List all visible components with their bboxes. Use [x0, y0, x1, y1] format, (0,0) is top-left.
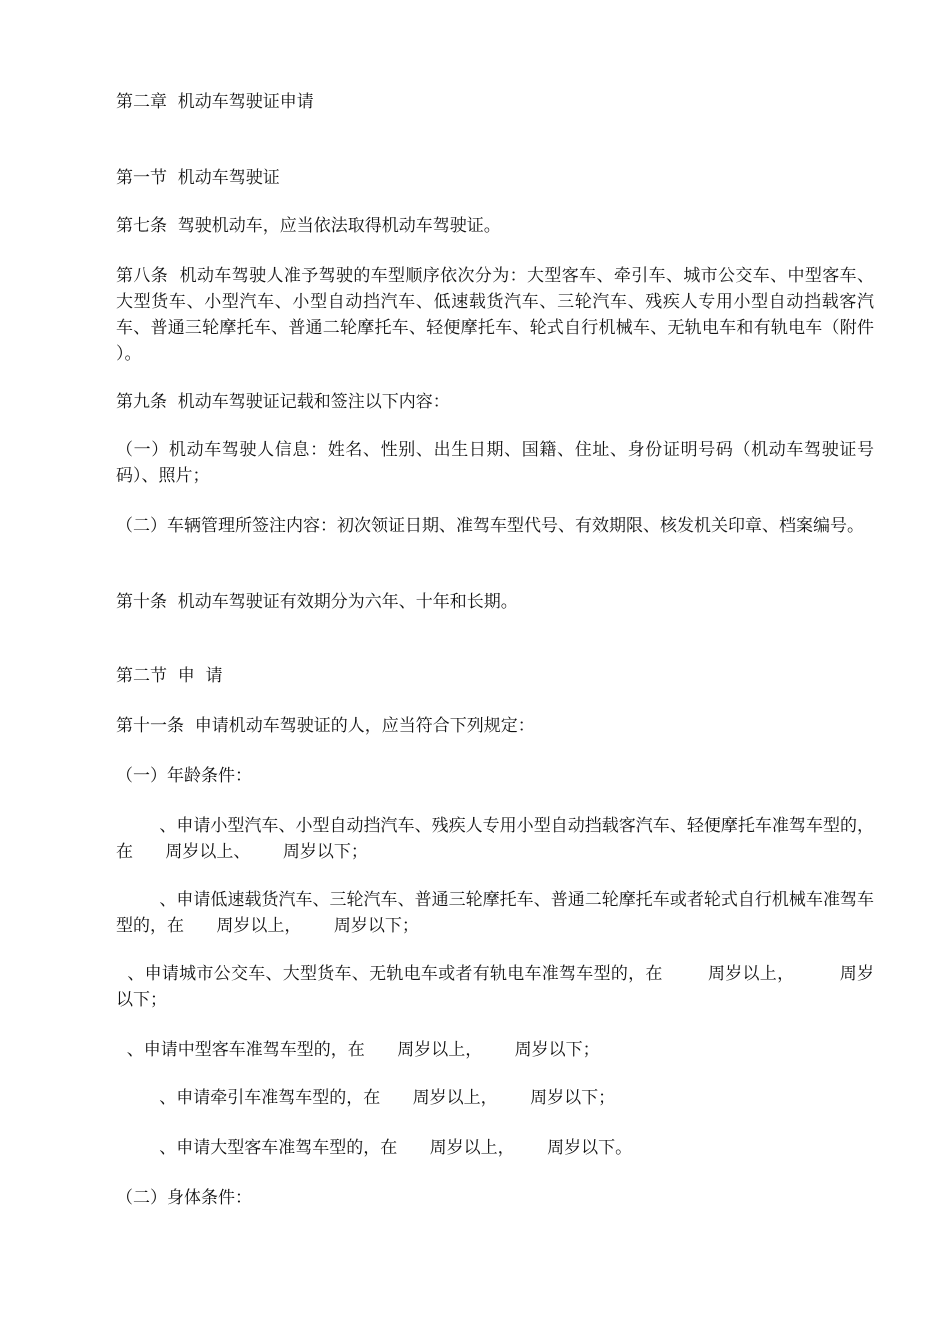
- age-conditions-heading: （一）年龄条件：: [116, 766, 252, 786]
- section2-title: 第二节 申 请: [116, 666, 223, 686]
- article-9-item-1: （一）机动车驾驶人信息：姓名、性别、出生日期、国籍、住址、身份证明号码（机动车驾驶证号码）、照片；: [116, 440, 874, 486]
- chapter-title: 第二章 机动车驾驶证申请: [116, 92, 314, 112]
- article-9-item-2: （二）车辆管理所签注内容：初次领证日期、准驾车型代号、有效期限、核发机关印章、档案编号。: [116, 516, 864, 536]
- body-conditions-heading: （二）身体条件：: [116, 1188, 252, 1208]
- age-condition-6: 、申请大型客车准驾车型的，在 周岁以上， 周岁以下。: [116, 1138, 633, 1158]
- age-condition-3: 、申请城市公交车、大型货车、无轨电车或者有轨电车准驾车型的，在 周岁以上， 周岁以下；: [116, 964, 874, 1010]
- article-8: 第八条 机动车驾驶人准予驾驶的车型顺序依次分为：大型客车、牵引车、城市公交车、中型客车、大型货车、小型汽车、小型自动挡汽车、低速载货汽车、三轮汽车、残疾人专用小型自动挡载客汽车、普通三轮摩托车、普通二轮摩托车、轻便摩托车、轮式自行机械车、无轨电车和有轨电车（附件 ）。: [116, 266, 896, 364]
- age-condition-5: 、申请牵引车准驾车型的，在 周岁以上， 周岁以下；: [116, 1088, 616, 1108]
- age-condition-1: 、申请小型汽车、小型自动挡汽车、残疾人专用小型自动挡载客汽车、轻便摩托车准驾车型的，在 周岁以上、 周岁以下；: [116, 816, 874, 862]
- section1-title: 第一节 机动车驾驶证: [116, 168, 280, 188]
- article-10: 第十条 机动车驾驶证有效期分为六年、十年和长期。: [116, 592, 518, 612]
- age-condition-4: 、申请中型客车准驾车型的，在 周岁以上， 周岁以下；: [116, 1040, 600, 1060]
- article-11: 第十一条 申请机动车驾驶证的人，应当符合下列规定：: [116, 716, 535, 736]
- article-9: 第九条 机动车驾驶证记载和签注以下内容：: [116, 392, 450, 412]
- article-7: 第七条 驾驶机动车，应当依法取得机动车驾驶证。: [116, 216, 501, 236]
- age-condition-2: 、申请低速载货汽车、三轮汽车、普通三轮摩托车、普通二轮摩托车或者轮式自行机械车准驾车型的，在 周岁以上， 周岁以下；: [116, 890, 874, 936]
